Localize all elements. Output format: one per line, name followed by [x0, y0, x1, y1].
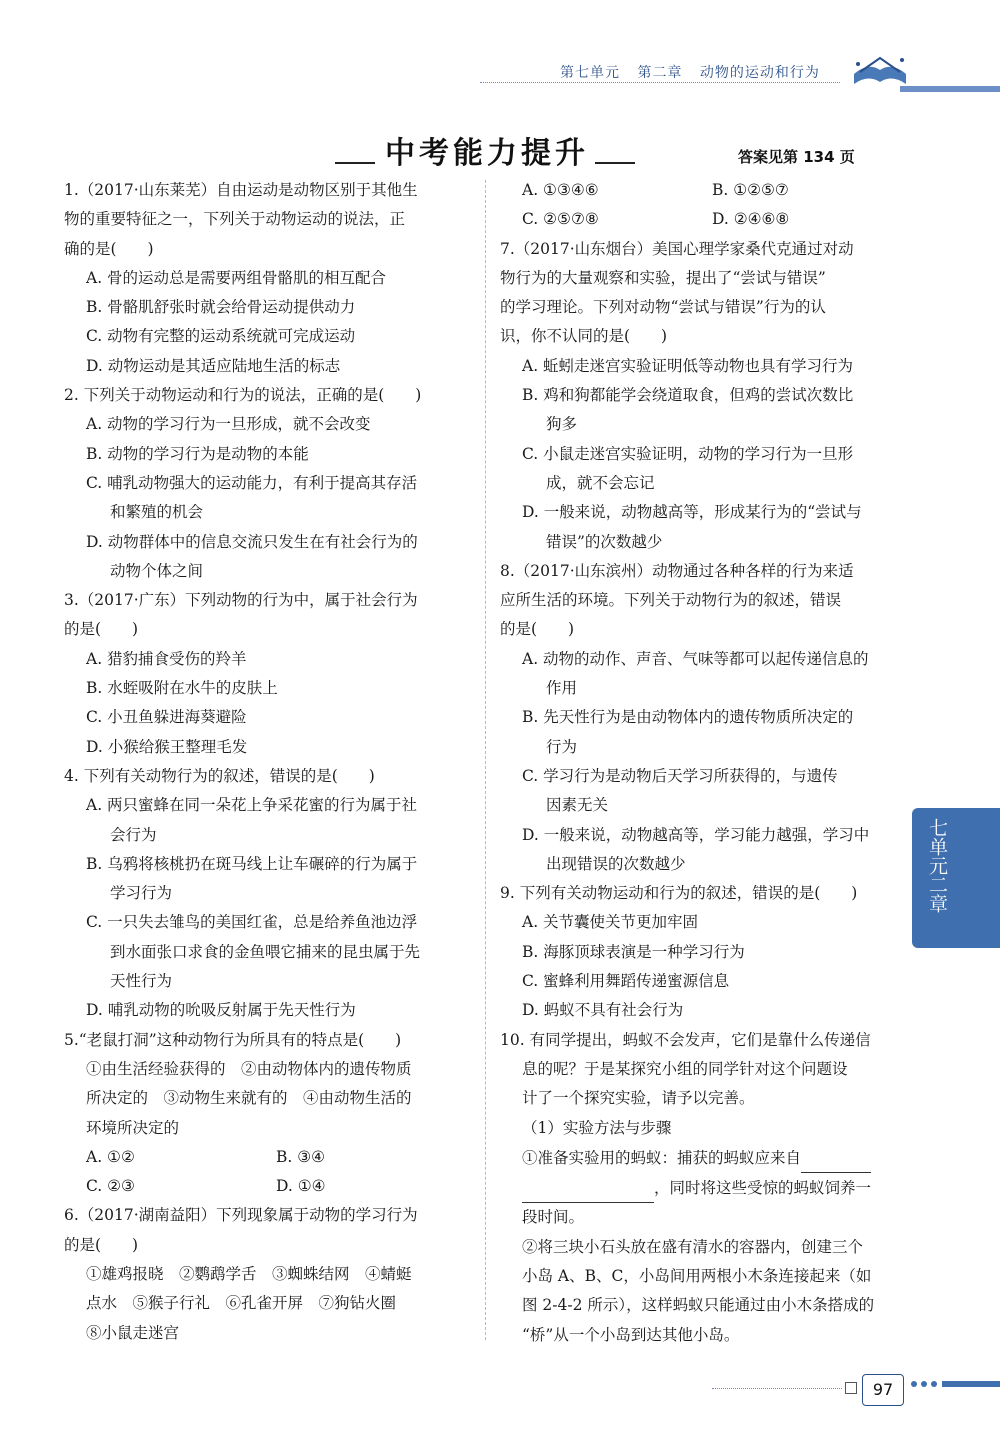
option-c-cont: 天性行为 [110, 972, 173, 991]
option-b: B. 鸡和狗都能学会绕道取食，但鸡的尝试次数比 [522, 386, 854, 405]
question-2 [64, 381, 472, 586]
option-b: B. ①②⑤⑦ [712, 181, 789, 199]
step-1-end: 段时间。 [522, 1208, 585, 1227]
option-c: C. 学习行为是动物后天学习所获得的，与遗传 [522, 766, 838, 785]
running-header [560, 62, 832, 82]
question-body: ①由生活经验获得的 ②由动物体内的遗传物质 [86, 1059, 412, 1078]
question-body: 点水 ⑤猴子行礼 ⑥孔雀开屏 ⑦狗钻火圈 [86, 1294, 397, 1313]
option-c: C. ②⑤⑦⑧ [522, 210, 599, 229]
question-stem: 息的呢？于是某探究小组的同学针对这个问题设 [522, 1059, 848, 1078]
option-b-cont: 学习行为 [110, 884, 173, 903]
title-rule-right [595, 162, 635, 164]
page-number: 97 [862, 1374, 904, 1406]
option-a-cont: 作用 [546, 679, 578, 698]
option-b: B. 动物的学习行为是动物的本能 [86, 444, 309, 463]
question-9 [500, 879, 908, 1025]
footer-square-icon [845, 1382, 857, 1394]
option-c: C. 哺乳动物强大的运动能力，有利于提高其存活 [86, 473, 418, 492]
option-row [64, 1143, 472, 1172]
question-stem: 计了一个探究实验，请予以完善。 [522, 1089, 755, 1108]
option-b: B. 先天性行为是由动物体内的遗传物质所决定的 [522, 708, 854, 727]
question-stem: 1.（2017·山东莱芜）自由运动是动物区别于其他生 [64, 181, 418, 199]
option-a: A. 两只蜜蜂在同一朵花上争采花蜜的行为属于社 [86, 796, 418, 815]
question-body: 环境所决定的 [86, 1118, 180, 1137]
option-d: D. 一般来说，动物越高等，形成某行为的“尝试与 [522, 503, 862, 522]
step-1 [500, 1143, 908, 1173]
question-stem: 的学习理论。下列对动物“尝试与错误”行为的认 [500, 298, 826, 317]
question-body: 所决定的 ③动物生来就有的 ④由动物生活的 [86, 1089, 412, 1108]
step-1-text: ①准备实验用的蚂蚁：捕获的蚂蚁应来自 [522, 1148, 802, 1167]
option-d: D. 哺乳动物的吮吸反射属于先天性行为 [86, 1001, 356, 1020]
option-d: D. ②④⑥⑧ [712, 210, 790, 229]
header-strip [900, 86, 1000, 92]
option-d: D. 动物群体中的信息交流只发生在有社会行为的 [86, 532, 418, 551]
option-row [500, 205, 908, 234]
option-d: D. 蚂蚁不具有社会行为 [522, 1001, 684, 1020]
option-b: B. ③④ [276, 1147, 326, 1166]
option-a: A. 动物的动作、声音、气味等都可以起传递信息的 [522, 649, 869, 668]
question-body: ①雄鸡报晓 ②鹦鹉学舌 ③蜘蛛结网 ④蜻蜓 [86, 1264, 412, 1283]
option-a-cont: 会行为 [110, 825, 157, 844]
option-row [64, 1172, 472, 1201]
question-stem: 10. 有同学提出，蚂蚁不会发声，它们是靠什么传递信 [500, 1030, 871, 1049]
option-a: A. 动物的学习行为一旦形成，就不会改变 [86, 415, 371, 434]
question-stem: 应所生活的环境。下列关于动物行为的叙述，错误 [500, 591, 842, 610]
option-c: C. ②③ [86, 1177, 135, 1196]
section-title-block [335, 128, 635, 172]
option-c-cont: 到水面张口求食的金鱼喂它捕来的昆虫属于先 [110, 942, 421, 961]
question-stem: 3.（2017·广东）下列动物的行为中，属于社会行为 [64, 591, 418, 610]
question-stem: 的是( ) [64, 1235, 139, 1254]
question-10 [500, 1026, 908, 1350]
step-2: “桥”从一个小岛到达其他小岛。 [522, 1325, 740, 1344]
option-a: A. 蚯蚓走迷宫实验证明低等动物也具有学习行为 [522, 356, 854, 375]
question-stem: 8.（2017·山东滨州）动物通过各种各样的行为来适 [500, 561, 854, 580]
option-a: A. 关节囊使关节更加牢固 [522, 913, 699, 932]
book-logo-icon [848, 44, 912, 92]
option-c-cont: 和繁殖的机会 [110, 503, 204, 522]
question-stem: 5.“老鼠打洞”这种动物行为所具有的特点是( ) [64, 1030, 402, 1049]
option-d-cont: 错误”的次数越少 [546, 532, 663, 551]
option-b: B. 乌鸦将核桃扔在斑马线上让车碾碎的行为属于 [86, 854, 418, 873]
title-rule-left [335, 162, 375, 164]
question-stem: 物行为的大量观察和实验，提出了“尝试与错误” [500, 268, 826, 287]
step-2: 小岛 A、B、C，小岛间用两根小木条连接起来（如 [522, 1266, 872, 1285]
header-chapter: 第二章 [637, 65, 683, 81]
question-stem: 的是( ) [500, 620, 575, 639]
question-7 [500, 235, 908, 557]
column-divider [485, 180, 486, 1340]
question-stem: 物的重要特征之一，下列关于动物运动的说法，正 [64, 210, 406, 229]
option-c: C. 动物有完整的运动系统就可完成运动 [86, 327, 356, 346]
question-5 [64, 1026, 472, 1202]
step-1-cont [500, 1173, 908, 1203]
header-unit: 第七单元 [560, 65, 620, 81]
option-a: A. 猎豹捕食受伤的羚羊 [86, 649, 247, 668]
right-column [500, 176, 908, 1350]
question-6-options [500, 176, 908, 235]
question-stem: 的是( ) [64, 620, 139, 639]
question-stem: 识，你不认同的是( ) [500, 327, 668, 346]
option-b: B. 骨骼肌舒张时就会给骨运动提供动力 [86, 298, 356, 317]
option-d-cont: 出现错误的次数越少 [546, 854, 686, 873]
header-rule [480, 82, 840, 84]
subheading-method: （1）实验方法与步骤 [522, 1118, 672, 1137]
question-stem: 4. 下列有关动物行为的叙述，错误的是( ) [64, 766, 375, 785]
option-a: A. ①② [86, 1147, 135, 1166]
question-stem: 9. 下列有关动物运动和行为的叙述，错误的是( ) [500, 884, 858, 903]
step-2: ②将三块小石头放在盛有清水的容器内，创建三个 [522, 1237, 864, 1256]
question-4 [64, 762, 472, 1026]
question-body: ⑧小鼠走迷宫 [86, 1323, 180, 1342]
option-c: C. 小丑鱼躲进海葵避险 [86, 708, 247, 727]
option-row [500, 176, 908, 205]
option-b: B. 海豚顶球表演是一种学习行为 [522, 942, 745, 961]
option-b-cont: 行为 [546, 737, 578, 756]
option-a: A. ①③④⑥ [522, 181, 599, 199]
answer-blank[interactable] [522, 1173, 654, 1203]
question-stem: 2. 下列关于动物运动和行为的说法，正确的是( ) [64, 386, 422, 405]
question-6 [64, 1201, 472, 1347]
left-column [64, 176, 472, 1348]
footer-rule [712, 1388, 842, 1389]
option-c-cont: 因素无关 [546, 796, 609, 815]
option-b-cont: 狗多 [546, 415, 578, 434]
option-d: D. 动物运动是其适应陆地生活的标志 [86, 356, 341, 375]
chapter-side-tab-label: 七单元二章 [926, 818, 948, 913]
option-c: C. 小鼠走迷宫实验证明，动物的学习行为一旦形 [522, 444, 854, 463]
option-c: C. 一只失去雏鸟的美国红雀，总是给养鱼池边浮 [86, 913, 418, 932]
answer-blank[interactable] [801, 1143, 871, 1173]
option-c: C. 蜜蜂利用舞蹈传递蜜源信息 [522, 972, 730, 991]
answer-reference: 答案见第 134 页 [738, 148, 855, 166]
option-d: D. ①④ [276, 1177, 326, 1196]
footer-dots-icon [910, 1380, 1000, 1388]
question-stem: 确的是( ) [64, 239, 154, 258]
question-stem: 6.（2017·湖南益阳）下列现象属于动物的学习行为 [64, 1206, 418, 1225]
question-8 [500, 557, 908, 879]
option-c-cont: 成，就不会忘记 [546, 473, 655, 492]
option-d-cont: 动物个体之间 [110, 561, 204, 580]
option-d: D. 一般来说，动物越高等，学习能力越强，学习中 [522, 825, 870, 844]
option-b: B. 水蛭吸附在水牛的皮肤上 [86, 679, 278, 698]
option-d: D. 小猴给猴王整理毛发 [86, 737, 248, 756]
question-3 [64, 586, 472, 762]
step-2: 图 2-4-2 所示），这样蚂蚁只能通过由小木条搭成的 [522, 1296, 875, 1315]
option-a: A. 骨的运动总是需要两组骨骼肌的相互配合 [86, 268, 387, 287]
question-1 [64, 176, 472, 381]
question-stem: 7.（2017·山东烟台）美国心理学家桑代克通过对动 [500, 239, 854, 258]
page-title: 中考能力提升 [385, 136, 589, 171]
step-1-text-cont: ，同时将这些受惊的蚂蚁饲养一 [654, 1179, 872, 1198]
header-section: 动物的运动和行为 [699, 65, 820, 81]
